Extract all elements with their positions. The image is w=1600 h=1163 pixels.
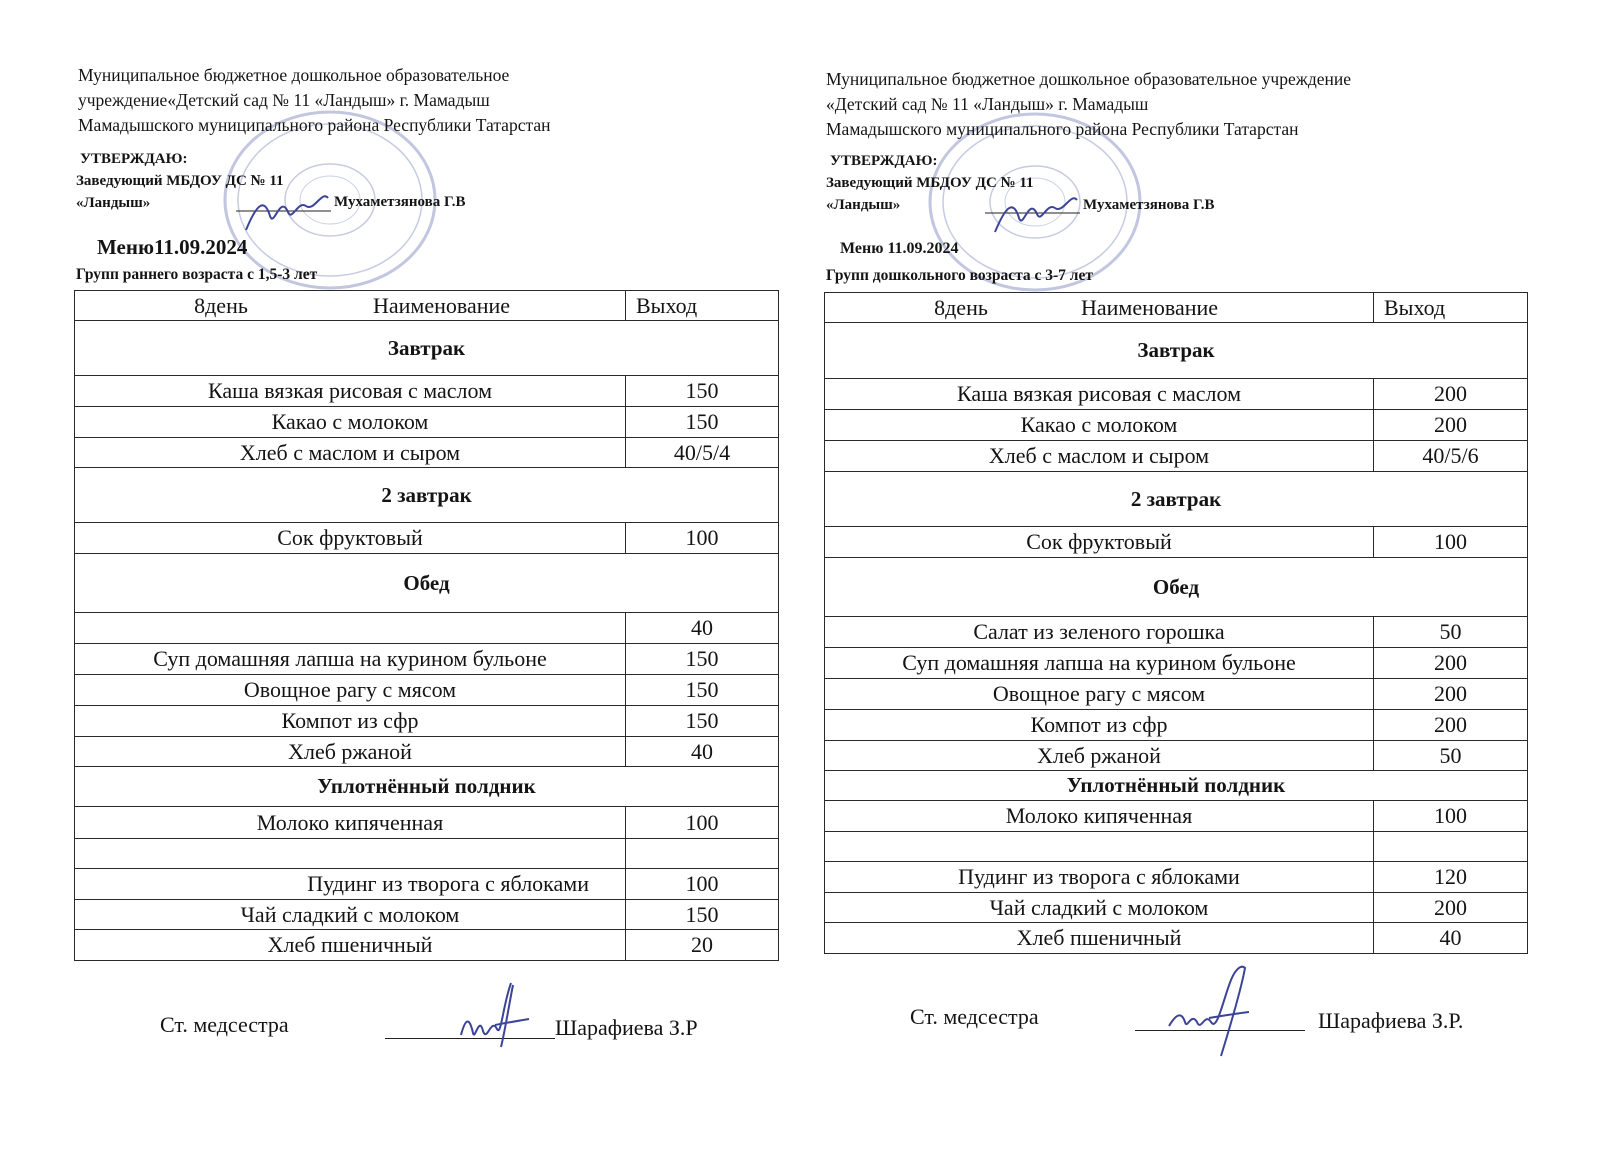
nurse-label: Ст. медсестра — [910, 1004, 1039, 1029]
dish-name — [75, 613, 626, 644]
table-row — [75, 807, 779, 839]
table-row — [825, 679, 1528, 710]
table-row — [75, 376, 779, 407]
menu-table — [74, 290, 779, 961]
section-row — [825, 771, 1528, 801]
dish-name: Молоко кипяченная — [75, 807, 626, 839]
section-row — [75, 554, 779, 613]
dish-name: Каша вязкая рисовая с маслом — [75, 376, 626, 407]
menu-title: Меню11.09.2024 — [97, 235, 248, 259]
table-row — [75, 523, 779, 554]
dish-name: Овощное рагу с мясом — [825, 679, 1374, 710]
table-row — [75, 930, 779, 961]
table-row — [75, 613, 779, 644]
section-title: 2 завтрак — [75, 468, 779, 523]
dish-qty: 150 — [626, 706, 779, 737]
head-name: Мухаметзянова Г.В — [334, 194, 466, 210]
dish-name: Молоко кипяченная — [825, 801, 1374, 832]
table-row — [75, 869, 779, 900]
nurse-label: Ст. медсестра — [160, 1012, 289, 1037]
table-row — [825, 527, 1528, 558]
dish-qty: 200 — [1374, 710, 1528, 741]
dish-qty: 40/5/6 — [1374, 441, 1528, 472]
dish-name: Сок фруктовый — [75, 523, 626, 554]
table-row — [825, 832, 1528, 862]
dish-qty: 100 — [626, 523, 779, 554]
org-name-line-3: Мамадышского муниципального района Республики Татарстан — [826, 119, 1299, 139]
org-name-line-3: Мамадышского муниципального района Республики Татарстан — [78, 115, 551, 135]
dish-qty: 200 — [1374, 679, 1528, 710]
table-row — [825, 923, 1528, 954]
section-title: Завтрак — [75, 321, 779, 376]
table-row — [825, 410, 1528, 441]
dish-qty: 20 — [626, 930, 779, 961]
head-org: «Ландыш» — [76, 195, 151, 211]
section-row — [75, 468, 779, 523]
dish-name: Пудинг из творога с яблоками — [75, 869, 626, 900]
nurse-name: Шарафиева З.Р — [555, 1015, 698, 1040]
head-org: «Ландыш» — [826, 197, 901, 213]
dish-name: Хлеб пшеничный — [825, 923, 1374, 954]
dish-qty: 150 — [626, 376, 779, 407]
dish-name: Суп домашняя лапша на курином бульоне — [75, 644, 626, 675]
dish-name: Пудинг из творога с яблоками — [825, 862, 1374, 893]
table-header-row — [825, 293, 1528, 323]
section-title: Завтрак — [825, 323, 1528, 379]
table-row — [825, 617, 1528, 648]
table-header-row — [75, 291, 779, 321]
menu-table — [824, 292, 1528, 954]
header-output: Выход — [1374, 293, 1528, 323]
dish-name: Хлеб пшеничный — [75, 930, 626, 961]
header-day: 8день — [194, 292, 248, 318]
age-group: Групп дошкольного возраста с 3-7 лет — [826, 267, 1093, 284]
dish-qty: 150 — [626, 407, 779, 438]
table-row — [75, 675, 779, 706]
dish-name: Сок фруктовый — [825, 527, 1374, 558]
dish-name: Какао с молоком — [825, 410, 1374, 441]
header-name: Наименование — [1081, 294, 1219, 320]
dish-qty: 120 — [1374, 862, 1528, 893]
dish-name: Салат из зеленого горошка — [825, 617, 1374, 648]
dish-name: Каша вязкая рисовая с маслом — [825, 379, 1374, 410]
dish-name: Хлеб ржаной — [75, 737, 626, 767]
dish-name: Суп домашняя лапша на курином бульоне — [825, 648, 1374, 679]
section-title: 2 завтрак — [825, 472, 1528, 527]
table-row — [825, 862, 1528, 893]
section-title: Уплотнённый полдник — [825, 771, 1528, 801]
dish-qty: 40/5/4 — [626, 438, 779, 468]
table-row — [825, 801, 1528, 832]
dish-qty: 150 — [626, 900, 779, 930]
dish-qty: 40 — [626, 737, 779, 767]
dish-qty: 40 — [1374, 923, 1528, 954]
dish-qty: 50 — [1374, 741, 1528, 771]
dish-name — [75, 839, 626, 869]
table-row — [75, 900, 779, 930]
header-output: Выход — [626, 291, 779, 321]
dish-name: Хлеб с маслом и сыром — [825, 441, 1374, 472]
dish-qty: 200 — [1374, 893, 1528, 923]
table-row — [75, 706, 779, 737]
org-name-line-2: «Детский сад № 11 «Ландыш» г. Мамадыш — [826, 94, 1149, 114]
section-title: Обед — [825, 558, 1528, 617]
dish-name: Компот из сфр — [75, 706, 626, 737]
nurse-signature-icon — [1165, 960, 1255, 1060]
table-row — [825, 648, 1528, 679]
dish-qty: 150 — [626, 644, 779, 675]
dish-qty: 40 — [626, 613, 779, 644]
dish-qty: 200 — [1374, 379, 1528, 410]
org-name-line-1: Муниципальное бюджетное дошкольное образовательное — [78, 65, 510, 85]
table-row — [75, 839, 779, 869]
section-row — [75, 321, 779, 376]
table-row — [825, 441, 1528, 472]
table-row — [825, 379, 1528, 410]
dish-name: Хлеб ржаной — [825, 741, 1374, 771]
nurse-signature-icon — [455, 975, 535, 1050]
org-name-line-1: Муниципальное бюджетное дошкольное образовательное учреждение — [826, 69, 1351, 89]
dish-name: Какао с молоком — [75, 407, 626, 438]
table-row — [825, 893, 1528, 923]
org-name-line-2: учреждение«Детский сад № 11 «Ландыш» г. Мамадыш — [78, 90, 490, 110]
section-row — [825, 323, 1528, 379]
dish-qty: 100 — [626, 807, 779, 839]
dish-name: Компот из сфр — [825, 710, 1374, 741]
dish-qty: 100 — [626, 869, 779, 900]
section-row — [825, 472, 1528, 527]
section-title: Обед — [75, 554, 779, 613]
dish-qty: 100 — [1374, 527, 1528, 558]
section-title: Уплотнённый полдник — [75, 767, 779, 807]
table-row — [825, 741, 1528, 771]
director-signature-icon — [236, 186, 346, 236]
dish-qty: 200 — [1374, 410, 1528, 441]
table-row — [75, 644, 779, 675]
table-row — [75, 407, 779, 438]
age-group: Групп раннего возраста с 1,5-3 лет — [76, 266, 318, 283]
section-row — [825, 558, 1528, 617]
head-name: Мухаметзянова Г.В — [1083, 197, 1215, 213]
table-row — [75, 438, 779, 468]
dish-name: Овощное рагу с мясом — [75, 675, 626, 706]
dish-name: Чай сладкий с молоком — [75, 900, 626, 930]
dish-name: Чай сладкий с молоком — [825, 893, 1374, 923]
approve-label: УТВЕРЖДАЮ: — [830, 153, 938, 169]
menu-title: Меню 11.09.2024 — [840, 240, 959, 257]
dish-name: Хлеб с маслом и сыром — [75, 438, 626, 468]
dish-qty — [626, 839, 779, 869]
dish-qty: 100 — [1374, 801, 1528, 832]
header-name: Наименование — [373, 292, 511, 318]
head-position: Заведующий МБДОУ ДС № 11 — [826, 175, 1034, 191]
table-row — [75, 737, 779, 767]
header-day: 8день — [934, 294, 988, 320]
head-position: Заведующий МБДОУ ДС № 11 — [76, 173, 284, 189]
dish-qty: 150 — [626, 675, 779, 706]
director-signature-icon — [985, 188, 1095, 238]
approve-label: УТВЕРЖДАЮ: — [80, 151, 188, 167]
table-row — [825, 710, 1528, 741]
dish-qty: 50 — [1374, 617, 1528, 648]
section-row — [75, 767, 779, 807]
dish-name — [825, 832, 1374, 862]
dish-qty: 200 — [1374, 648, 1528, 679]
nurse-name: Шарафиева З.Р. — [1318, 1008, 1464, 1033]
dish-qty — [1374, 832, 1528, 862]
